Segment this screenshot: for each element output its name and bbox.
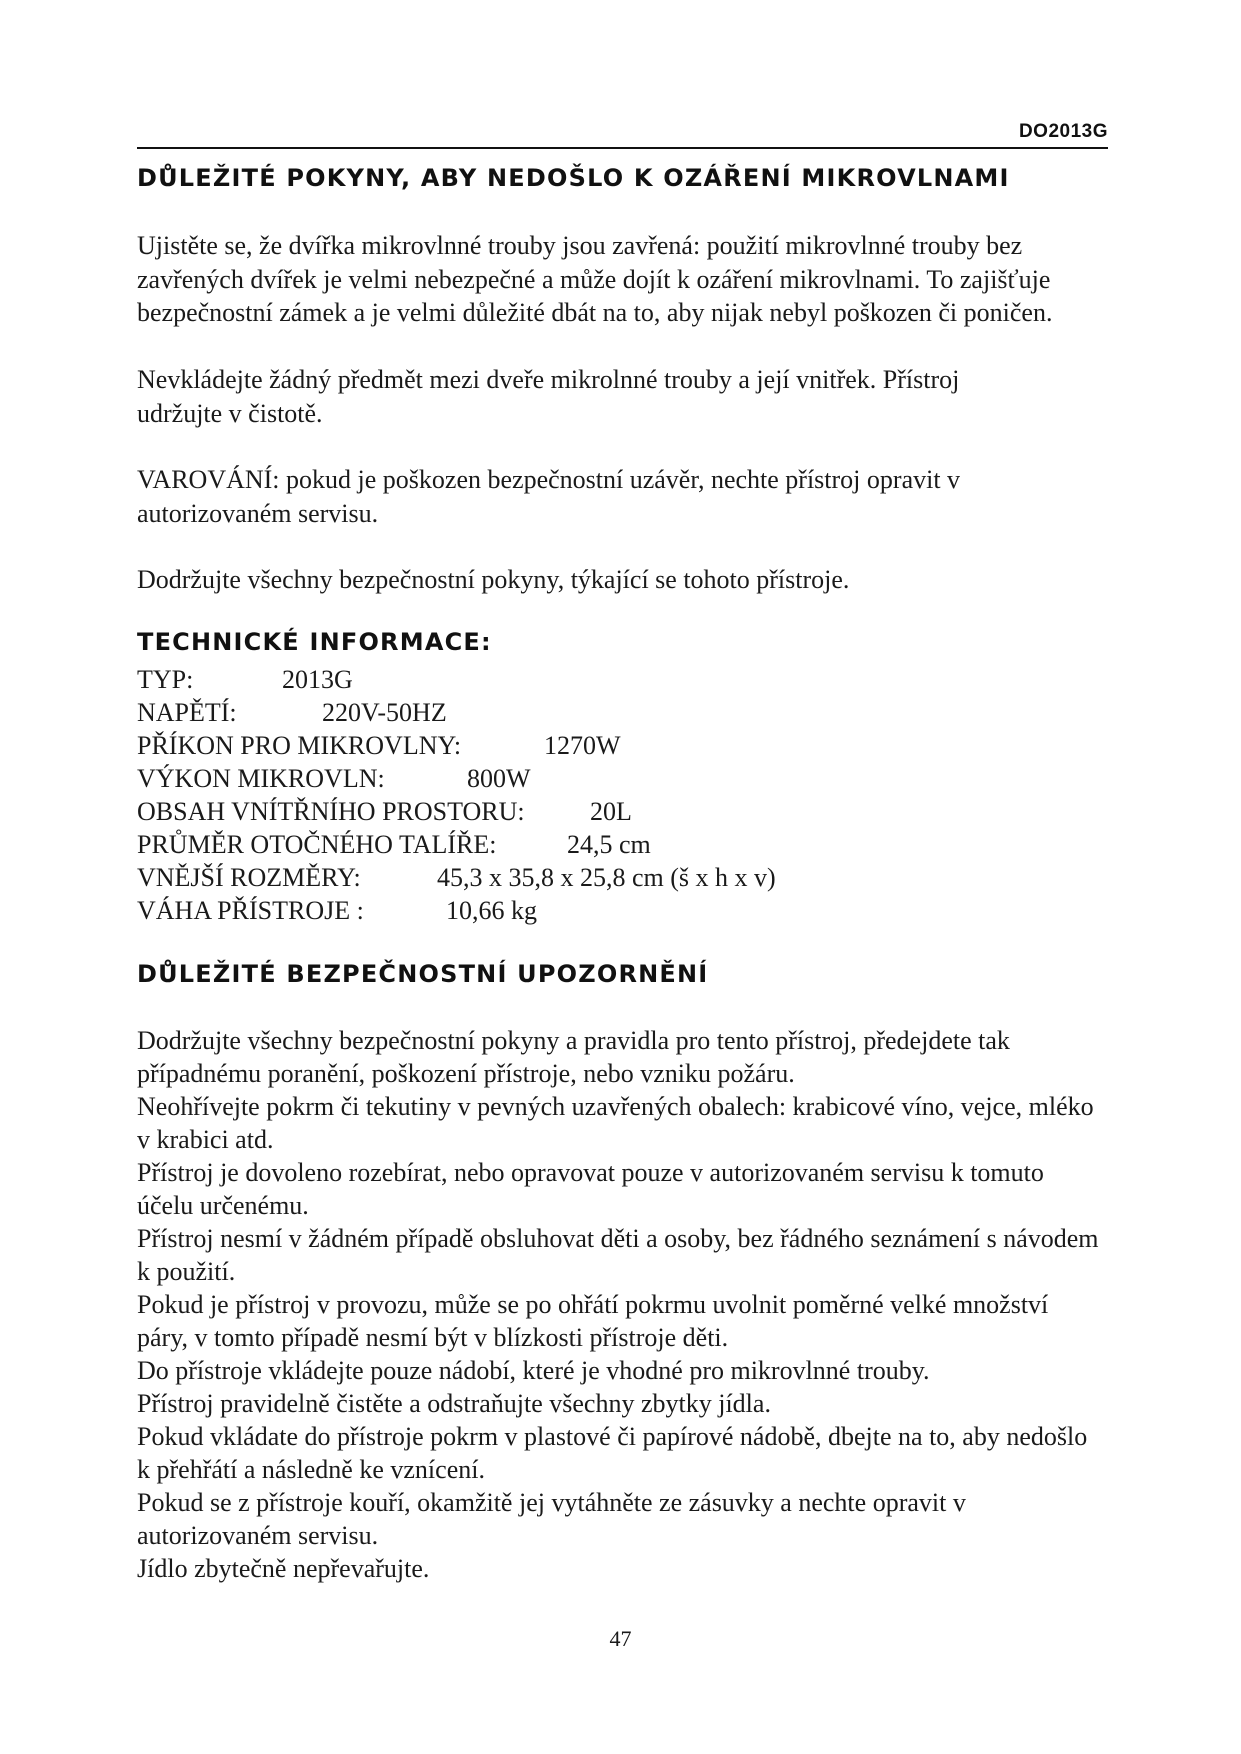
section1-warning	[137, 463, 1037, 530]
spec-label: PŘÍKON PRO MIKROVLNY:	[137, 731, 462, 760]
spec-label: TYP:	[137, 665, 194, 694]
spec-value: 20L	[590, 797, 632, 826]
spec-label: VÝKON MIKROVLN:	[137, 764, 385, 793]
section1-note	[137, 563, 1117, 597]
spec-label: VÁHA PŘÍSTROJE :	[137, 896, 364, 925]
section1-heading: DŮLEŽITÉ POKYNY, ABY NEDOŠLO K OZÁŘENÍ MIKROVLNAMI	[137, 164, 1010, 192]
section2-paragraph: Neohřívejte pokrm či tekutiny v pevných uzavřených obalech: krabicové víno, vejce, mléko v krabici atd.	[137, 1092, 1094, 1154]
spec-value: 2013G	[282, 665, 353, 694]
spec-value: 1270W	[544, 731, 621, 760]
spec-value: 220V-50HZ	[322, 698, 447, 727]
section1-paragraph-2	[137, 363, 1037, 430]
section2-paragraph: Přístroj nesmí v žádném případě obsluhovat děti a osoby, bez řádného seznámení s návodem k použití.	[137, 1224, 1099, 1286]
model-code: DO2013G	[1018, 121, 1108, 142]
header-rule	[137, 147, 1108, 149]
spec-label: PRŮMĚR OTOČNÉHO TALÍŘE:	[137, 830, 497, 859]
section1-paragraph-1	[137, 229, 1112, 330]
section1-note-text: Dodržujte všechny bezpečnostní pokyny, týkající se tohoto přístroje.	[137, 565, 850, 594]
spec-label: NAPĚTÍ:	[137, 698, 237, 727]
section2-paragraph: Jídlo zbytečně nepřevařujte.	[137, 1554, 430, 1583]
section2-paragraph: Přístroj pravidelně čistěte a odstraňujte všechny zbytky jídla.	[137, 1389, 771, 1418]
spec-label: OBSAH VNÍTŘNÍHO PROSTORU:	[137, 797, 525, 826]
section2-paragraph: Do přístroje vkládejte pouze nádobí, které je vhodné pro mikrovlnné trouby.	[137, 1356, 930, 1385]
spec-label: VNĚJŠÍ ROZMĚRY:	[137, 863, 361, 892]
section2-body	[137, 1024, 1112, 1585]
section1-paragraph-1-text: Ujistěte se, že dvířka mikrovlnné trouby jsou zavřená: použití mikrovlnné trouby bez zavřených dvířek je velmi nebezpečné a může dojít k ozáření mikrovlnami. To zajišťuje bezpečnostní zámek a je velmi důležité dbát na to, aby nijak nebyl poškozen či poničen.	[137, 231, 1053, 327]
section2-heading: DŮLEŽITÉ BEZPEČNOSTNÍ UPOZORNĚNÍ	[137, 960, 709, 988]
section2-paragraph: Pokud se z přístroje kouří, okamžitě jej vytáhněte ze zásuvky a nechte opravit v autorizovaném servisu.	[137, 1488, 966, 1550]
section2-paragraph: Pokud je přístroj v provozu, může se po ohřátí pokrmu uvolnit poměrné velké množství páry, v tomto případě nesmí být v blízkosti přístroje děti.	[137, 1290, 1049, 1352]
spec-value: 45,3 x 35,8 x 25,8 cm (š x h x v)	[437, 863, 776, 892]
spec-value: 800W	[467, 764, 531, 793]
tech-heading: TECHNICKÉ INFORMACE:	[137, 628, 492, 656]
page-number: 47	[609, 1626, 632, 1651]
section1-warning-text: VAROVÁNÍ: pokud je poškozen bezpečnostní uzávěr, nechte přístroj opravit v autorizovaném servisu.	[137, 465, 961, 528]
section2-paragraph: Dodržujte všechny bezpečnostní pokyny a pravidla pro tento přístroj, předejdete tak případnému poranění, poškození přístroje, nebo vzniku požáru.	[137, 1026, 1010, 1088]
section1-paragraph-2-text: Nevkládejte žádný předmět mezi dveře mikrolnné trouby a její vnitřek. Přístroj udržujte v čistotě.	[137, 365, 960, 428]
section2-paragraph: Pokud vkládate do přístroje pokrm v plastové či papírové nádobě, dbejte na to, aby nedošlo k přehřátí a následně ke vznícení.	[137, 1422, 1088, 1484]
spec-value: 24,5 cm	[567, 830, 651, 859]
spec-value: 10,66 kg	[446, 896, 537, 925]
section2-paragraph: Přístroj je dovoleno rozebírat, nebo opravovat pouze v autorizovaném servisu k tomuto účelu určenému.	[137, 1158, 1044, 1220]
